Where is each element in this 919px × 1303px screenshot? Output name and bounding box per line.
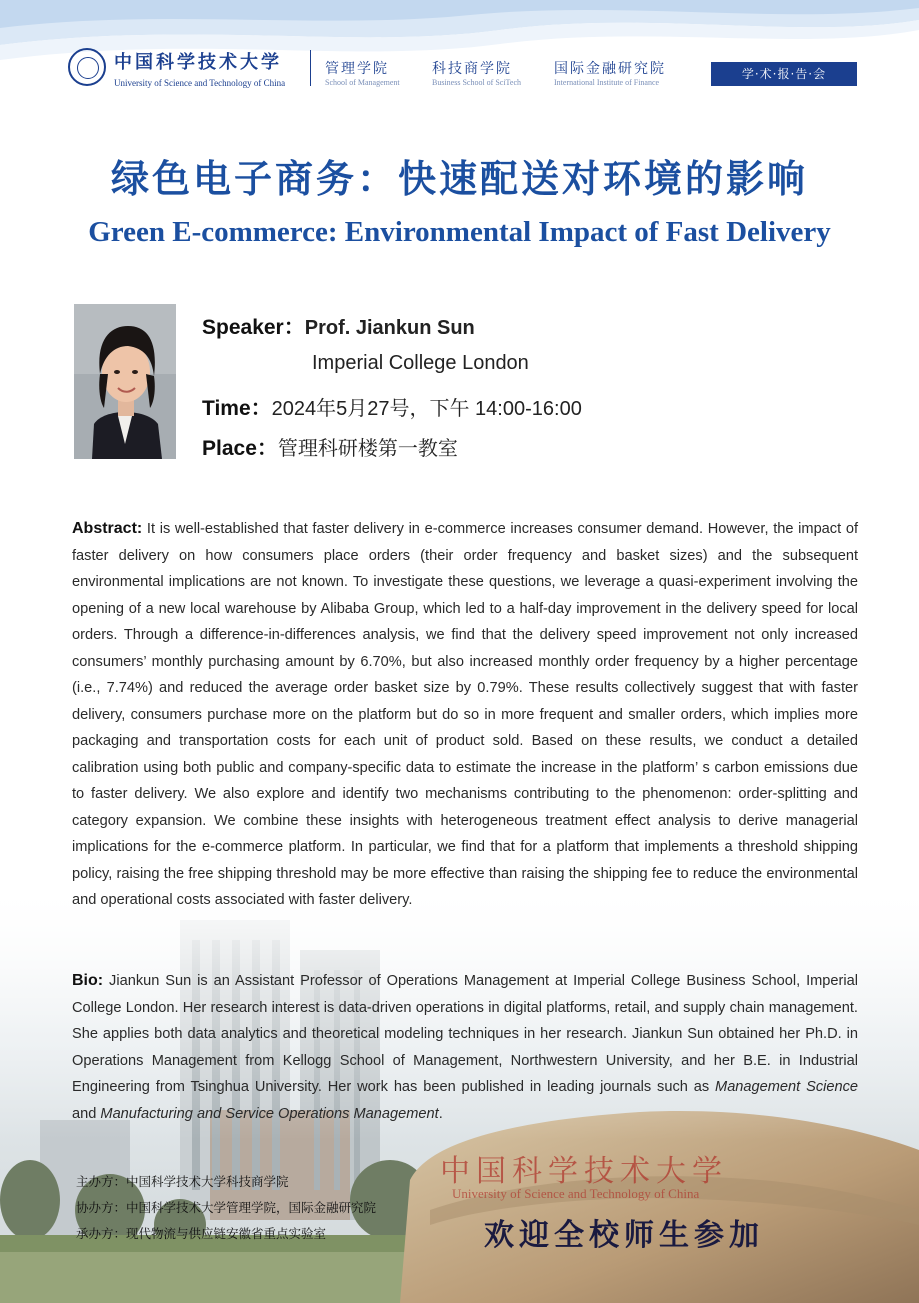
abstract-label: Abstract: — [72, 520, 143, 537]
speaker-photo — [74, 304, 176, 459]
bio-text: Jiankun Sun is an Assistant Professor of Operations Management at Imperial College Business School, Imperial College London. Her research interest is data-driven operations in digital platforms, retail, and supply chain management. She applies both data analytics and theoretical modeling techniques in her research. Jiankun Sun obtained her Ph.D. in Operations Management from Kellogg School of Management, Northwestern University, and her B.E. in Industrial Engineering from Tsinghua University. Her work has been published in leading journals such as — [72, 973, 858, 1095]
university-emblem-icon — [68, 48, 106, 86]
abstract-text: It is well-established that faster delivery in e-commerce increases consumer demand. However, the impact of faster delivery on how consumers place orders (their order frequency and basket sizes) and the subsequent environmental implications are not known. To investigate these questions, we leverage a quasi-experiment involving the opening of a new local warehouse by Alibaba Group, which led to a half-day improvement in the delivery speed for local orders. Through a difference-in-differences analysis, we find that the delivery speed improvement not only increased consumers’ monthly purchasing amount by 6.70%, but also increased monthly order frequency by a higher percentage (i.e., 7.74%) and reduced the average order basket size by 0.79%. These results collectively suggest that with faster delivery, consumers purchase more on the platform but do so in more frequent and smaller orders, which implies more packaging and transportation costs for each unit of product sold. Based on these results, we conduct a detailed calibration using both public and company-specific data to estimate the increase in the platform’ s carbon emissions due to faster delivery. We also explore and identify two mechanisms contributing to the phenomenon: order-splitting and category expansion. We combine these insights with heterogeneous treatment effect analysis to derive managerial implications for the e-commerce platform. In particular, we find that for a platform that implements a threshold shipping policy, raising the free shipping threshold may be more effective than raising the shipping fee to reduce the environmental and operational costs associated with faster delivery. — [72, 521, 858, 908]
organizer-organizer: 承办方：现代物流与供应链安徽省重点实验室 — [76, 1226, 327, 1241]
bio-paragraph — [72, 968, 858, 1127]
title-en: Green E-commerce: Environmental Impact of Fast Delivery — [88, 216, 831, 248]
bio-journal-1: Management Science — [715, 1079, 859, 1095]
school-management-en: School of Management — [325, 78, 400, 87]
organizer-host: 主办方：中国科学技术大学科技商学院 — [76, 1174, 289, 1189]
place-value: 管理科研楼第一教室 — [277, 438, 458, 460]
bio-journal-2: Manufacturing and Service Operations Management — [100, 1105, 439, 1122]
bio-end: . — [438, 1105, 443, 1122]
school-finance-en: International Institute of Finance — [554, 78, 660, 87]
school-scitech-cn: 科技商学院 — [432, 61, 512, 77]
speaker-name: Prof. Jiankun Sun — [304, 317, 475, 339]
abstract-paragraph — [72, 516, 858, 914]
school-scitech-en: Business School of SciTech — [432, 78, 521, 87]
time-value: 2024年5月27号，下午 14:00-16:00 — [271, 398, 582, 420]
school-management-cn: 管理学院 — [325, 61, 389, 77]
time-label: Time： — [202, 397, 272, 420]
organizer-co-host: 协办方：中国科学技术大学管理学院，国际金融研究院 — [76, 1200, 377, 1215]
stone-engraving-cn: 中国科学技术大学 — [440, 1154, 728, 1189]
place-label: Place： — [202, 437, 278, 460]
university-name-en: University of Science and Technology of China — [114, 78, 286, 88]
header-divider — [310, 50, 311, 86]
academic-report-badge: 学·术·报·告·会 — [711, 62, 857, 86]
title-cn: 绿色电子商务：快速配送对环境的影响 — [110, 156, 808, 201]
welcome-slogan: 欢迎全校师生参加 — [484, 1218, 764, 1253]
stone-engraving-en: University of Science and Technology of China — [452, 1186, 700, 1201]
bio-and: and — [72, 1105, 101, 1122]
bio-label: Bio: — [72, 972, 104, 989]
school-finance-cn: 国际金融研究院 — [554, 61, 666, 77]
speaker-affiliation: Imperial College London — [312, 352, 529, 374]
place-line — [202, 432, 458, 462]
header — [68, 44, 868, 94]
speaker-line — [202, 311, 475, 341]
time-line — [202, 392, 582, 422]
university-name-cn: 中国科学技术大学 — [114, 52, 282, 73]
speaker-label: Speaker： — [202, 316, 305, 339]
